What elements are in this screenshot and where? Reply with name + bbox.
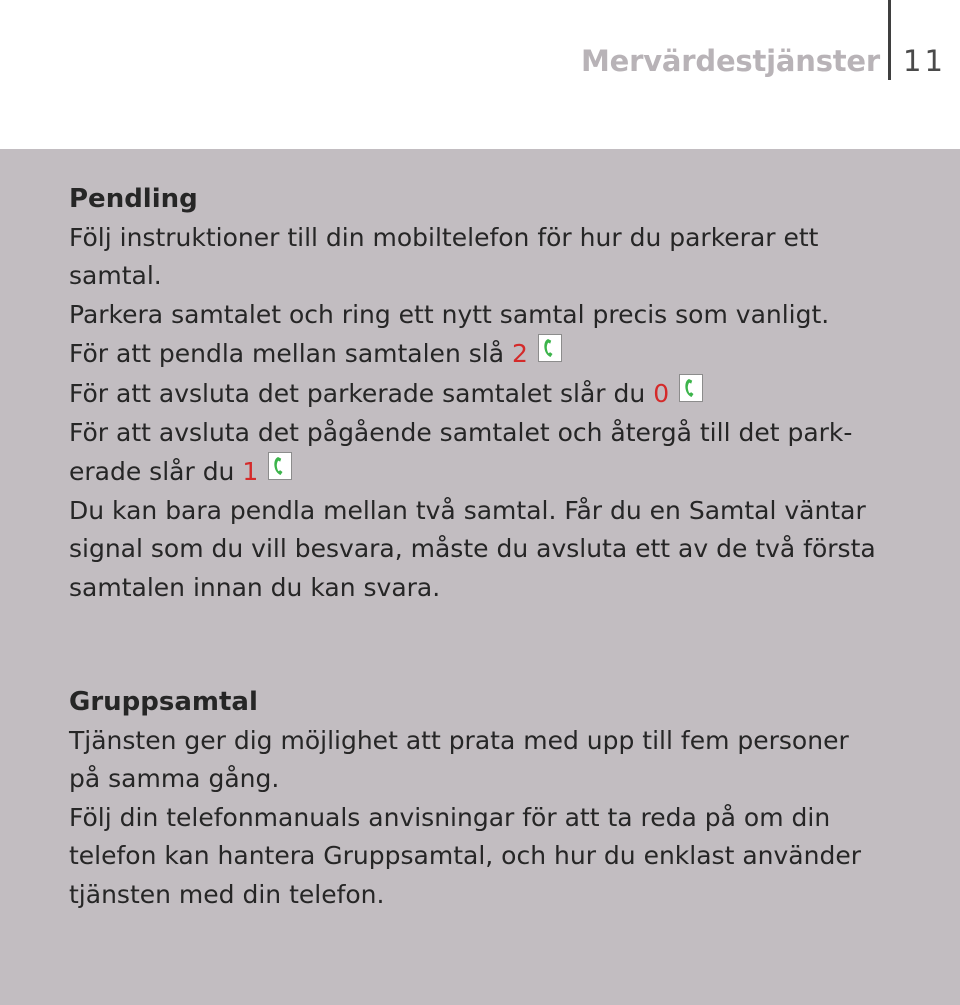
text-line: tjänsten med din telefon. (69, 879, 385, 909)
section-heading: Gruppsamtal (69, 687, 258, 717)
key-digit: 0 (653, 378, 670, 408)
text-line: samtal. (69, 261, 162, 291)
text-line: erade slår du (69, 457, 235, 487)
header-title: Mervärdestjänster (580, 44, 880, 78)
page-number: 11 (903, 44, 946, 78)
call-handset-icon (538, 334, 562, 362)
call-handset-icon (679, 374, 703, 402)
page-header (0, 0, 960, 149)
call-handset-icon (268, 452, 292, 480)
content-panel (0, 149, 960, 1005)
text-line: Följ instruktioner till din mobiltelefon för hur du parkerar ett (69, 222, 819, 252)
text-line: samtalen innan du kan svara. (69, 572, 441, 602)
text-line: signal som du vill besvara, måste du avsluta ett av de två första (69, 534, 876, 564)
key-digit: 1 (242, 457, 259, 487)
section-heading: Pendling (69, 184, 198, 214)
key-digit: 2 (511, 339, 528, 369)
section-pendling (69, 180, 909, 608)
text-line-with-key (69, 452, 909, 492)
text-line: Parkera samtalet och ring ett nytt samtal precis som vanligt. (69, 299, 830, 329)
text-line: på samma gång. (69, 764, 280, 794)
text-line-with-key (69, 334, 909, 374)
section-gruppsamtal (69, 683, 909, 915)
text-line: Tjänsten ger dig möjlighet att prata med upp till fem personer (69, 725, 849, 755)
header-divider (888, 0, 891, 80)
text-line: För att avsluta det pågående samtalet och återgå till det park- (69, 417, 853, 447)
text-line: Du kan bara pendla mellan två samtal. Får du en Samtal väntar (69, 495, 866, 525)
text-line: Följ din telefonmanuals anvisningar för att ta reda på om din (69, 802, 831, 832)
text-line: För att pendla mellan samtalen slå (69, 339, 505, 369)
text-line: telefon kan hantera Gruppsamtal, och hur du enklast använder (69, 841, 861, 871)
text-line: För att avsluta det parkerade samtalet slår du (69, 378, 646, 408)
text-line-with-key (69, 374, 909, 414)
